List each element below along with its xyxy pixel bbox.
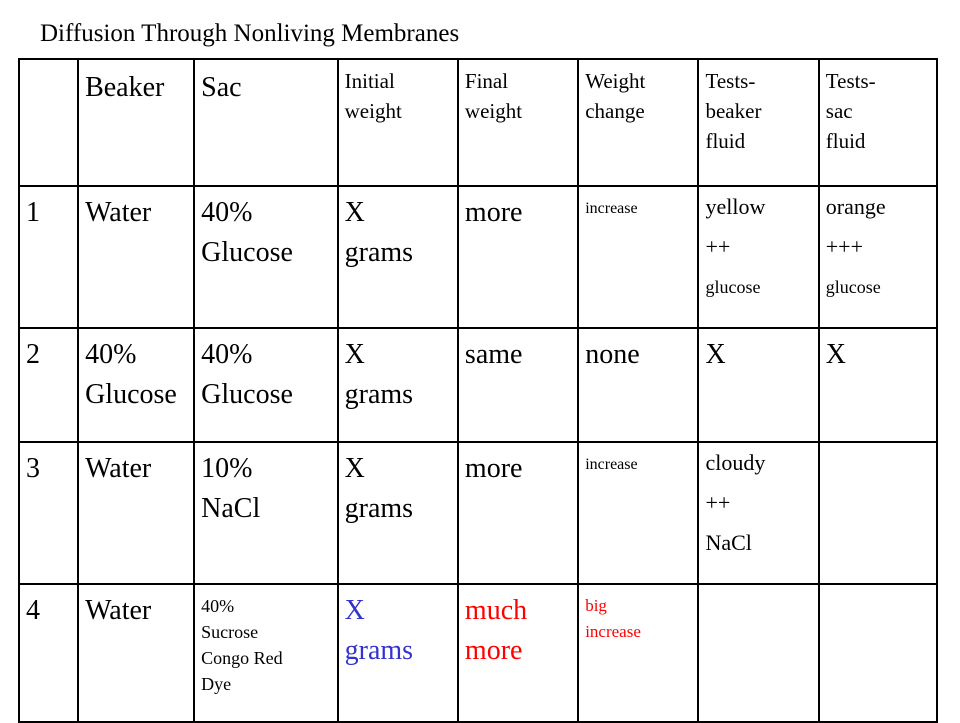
header-cell-blank — [19, 59, 78, 186]
cell-tests-sac: X — [819, 328, 937, 442]
table-row — [19, 328, 937, 442]
cell-tests-beaker: yellow ++ glucose — [698, 186, 818, 328]
cell-sac: 40% Sucrose Congo Red Dye — [194, 584, 338, 722]
cell-beaker: Water — [78, 442, 194, 584]
results-table — [18, 58, 938, 723]
cell-tests-beaker: X — [698, 328, 818, 442]
cell-initial-weight: X grams — [338, 186, 458, 328]
cell-weight-change: increase — [578, 186, 698, 328]
cell-sac: 40% Glucose — [194, 328, 338, 442]
table-row — [19, 442, 937, 584]
row-number: 3 — [19, 442, 78, 584]
cell-initial-weight: X grams — [338, 442, 458, 584]
cell-tests-beaker — [698, 584, 818, 722]
cell-final-weight: more — [458, 442, 578, 584]
header-beaker: Beaker — [78, 59, 194, 186]
cell-tests-beaker: cloudy ++ NaCl — [698, 442, 818, 584]
cell-weight-change: big increase — [578, 584, 698, 722]
header-sac: Sac — [194, 59, 338, 186]
row-number: 1 — [19, 186, 78, 328]
page-title: Diffusion Through Nonliving Membranes — [40, 20, 460, 47]
row-number: 2 — [19, 328, 78, 442]
cell-beaker: Water — [78, 186, 194, 328]
cell-sac: 10% NaCl — [194, 442, 338, 584]
header-initial-weight: Initial weight — [338, 59, 458, 186]
cell-tests-sac — [819, 584, 937, 722]
cell-tests-sac: orange +++ glucose — [819, 186, 937, 328]
header-final-weight: Final weight — [458, 59, 578, 186]
cell-final-weight: much more — [458, 584, 578, 722]
table-row — [19, 584, 937, 722]
header-tests-sac: Tests- sac fluid — [819, 59, 937, 186]
cell-weight-change: increase — [578, 442, 698, 584]
cell-final-weight: more — [458, 186, 578, 328]
header-tests-beaker: Tests- beaker fluid — [698, 59, 818, 186]
row-number: 4 — [19, 584, 78, 722]
cell-tests-sac — [819, 442, 937, 584]
cell-weight-change: none — [578, 328, 698, 442]
header-row — [19, 59, 937, 186]
cell-final-weight: same — [458, 328, 578, 442]
cell-initial-weight: X grams — [338, 584, 458, 722]
cell-initial-weight: X grams — [338, 328, 458, 442]
cell-sac: 40% Glucose — [194, 186, 338, 328]
header-weight-change: Weight change — [578, 59, 698, 186]
cell-beaker: 40% Glucose — [78, 328, 194, 442]
table-row — [19, 186, 937, 328]
cell-beaker: Water — [78, 584, 194, 722]
